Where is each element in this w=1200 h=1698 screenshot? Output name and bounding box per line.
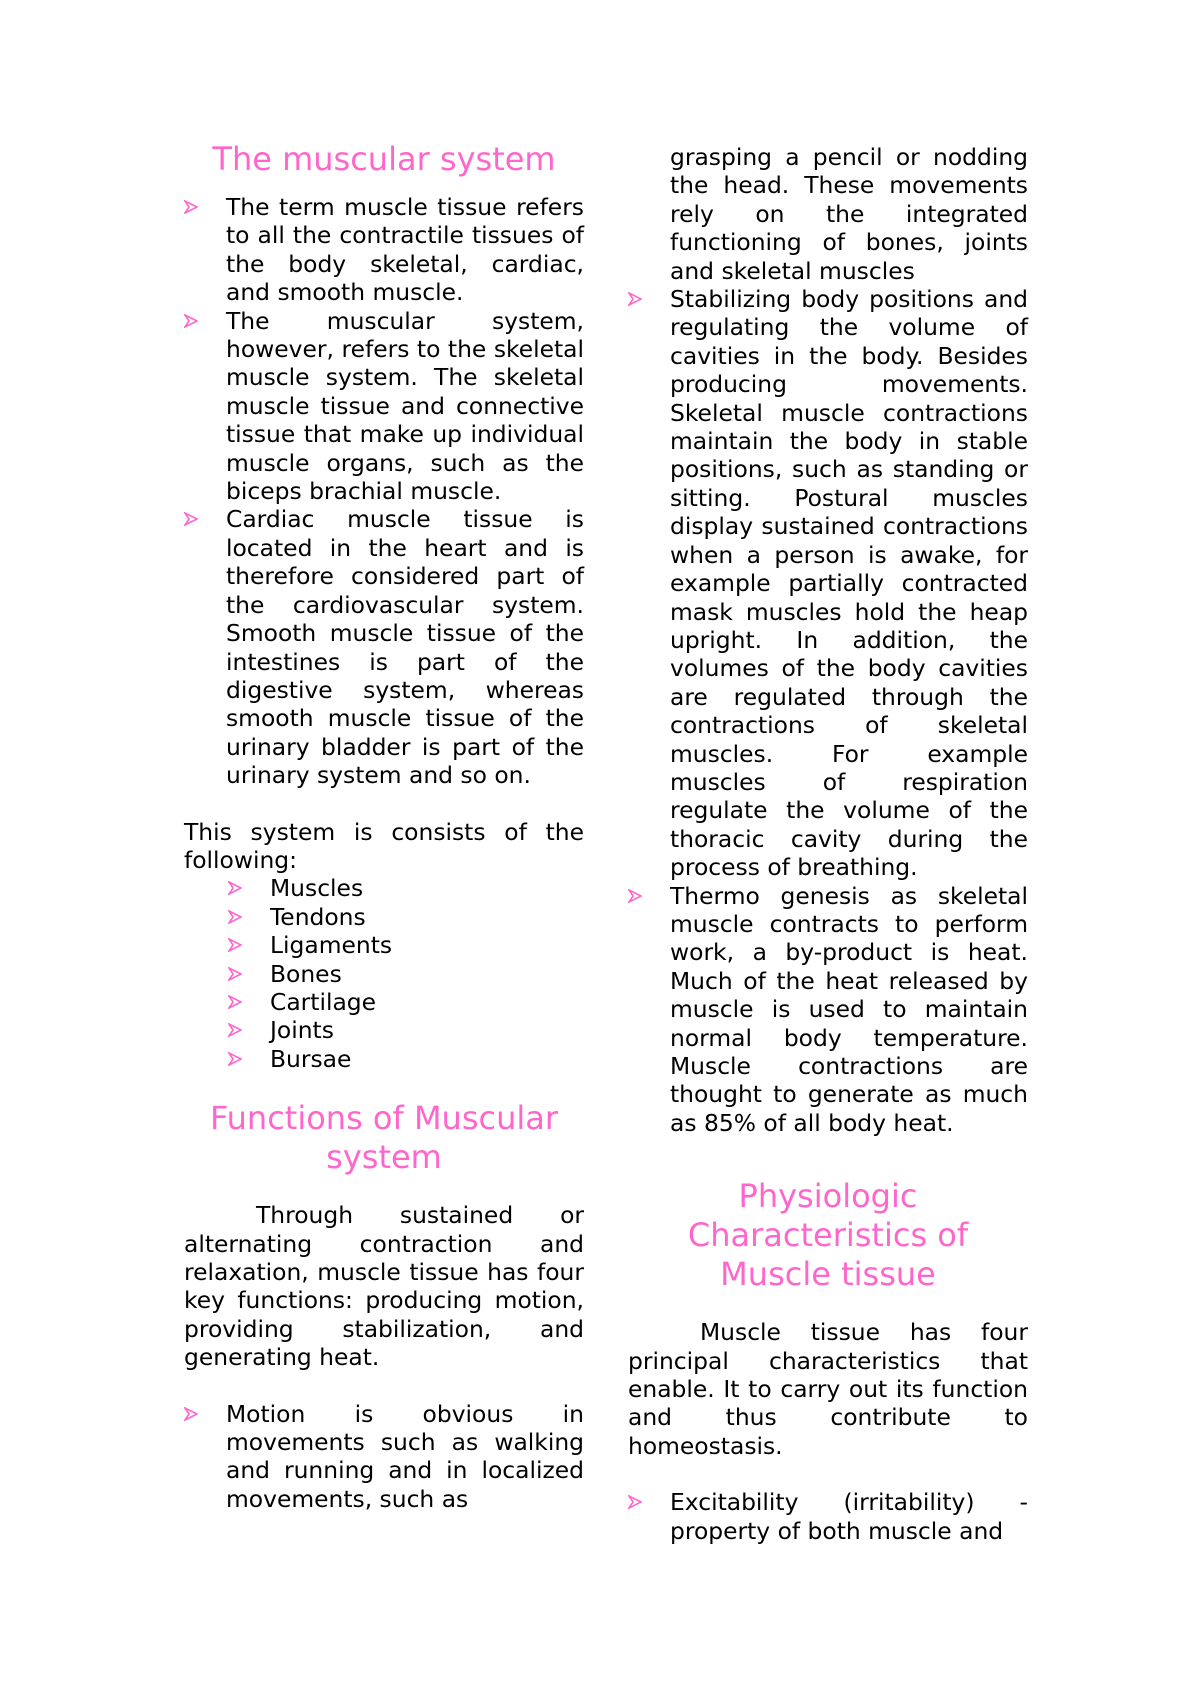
list-item [628,285,1028,882]
arrow-bullet-icon [228,1017,242,1041]
consists-paragraph: This system is consists of the following: [184,817,584,874]
list-item [184,1045,584,1073]
component-text: Joints [270,1016,334,1045]
list-item [628,143,1028,285]
functions-bullet-list [628,143,1028,1137]
list-item [184,1400,584,1514]
list-item [184,193,584,307]
component-text: Muscles [270,874,364,903]
motion-bullet-list [184,1400,584,1514]
arrow-bullet-icon [228,932,242,956]
left-column [184,0,584,1513]
arrow-bullet-icon [228,875,242,899]
arrow-bullet-icon [184,506,198,530]
arrow-bullet-icon [228,904,242,928]
list-item [184,988,584,1016]
list-item [184,505,584,789]
component-text: Bursae [270,1044,352,1073]
physiologic-intro-paragraph: Muscle tissue has four principal characteristics that enable. It to carry out its function and thus contribute to homeostasis. [628,1318,1028,1460]
functions-intro-paragraph: Through sustained or alternating contraction and relaxation, muscle tissue has four key functions: producing motion, providing stabilization, and generating heat. [184,1201,584,1372]
components-list [184,874,584,1073]
characteristics-bullet-list [628,1488,1028,1545]
arrow-bullet-icon [628,1489,642,1513]
component-text: Tendons [270,902,366,931]
functions-heading: Functions of Muscular system [209,1099,559,1177]
list-item [628,882,1028,1138]
bullet-text: Stabilizing body positions and regulating the volume of cavities in the body. Besides producing movements. Skeletal muscle contractions maintain the body in stable positions, such as standing or sitting. Postural muscles display sustained contractions when a person is awake, for example partially contracted mask muscles hold the heap upright. In addition, the volumes of the body cavities are regulated through the contractions of skeletal muscles. For example muscles of respiration regulate the volume of the thoracic cavity during the process of breathing. [670,285,1028,882]
list-item [184,960,584,988]
intro-bullet-list [184,193,584,790]
physiologic-heading: Physiologic Characteristics of Muscle tissue [687,1177,969,1294]
bullet-text: The muscular system, however, refers to the skeletal muscle system. The skeletal muscle tissue and connective tissue that make up individual muscle organs, such as the biceps brachial muscle. [226,306,584,506]
list-item [184,874,584,902]
arrow-bullet-icon [628,286,642,310]
arrow-bullet-icon [184,194,198,218]
bullet-text: Cardiac muscle tissue is located in the heart and is therefore considered part of the cardiovascular system. Smooth muscle tissue of the intestines is part of the digestive system, whereas smooth muscle tissue of the urinary bladder is part of the urinary system and so on. [226,505,584,790]
component-text: Ligaments [270,931,393,960]
arrow-bullet-icon [184,308,198,332]
list-item [184,931,584,959]
arrow-bullet-icon [228,989,242,1013]
arrow-bullet-icon [228,961,242,985]
list-item [184,903,584,931]
arrow-bullet-icon [228,1046,242,1070]
muscular-system-heading: The muscular system [212,140,556,178]
list-item [628,1488,1028,1545]
right-column [628,0,1028,1545]
list-item [184,1016,584,1044]
list-item [184,307,584,506]
bullet-text: Motion is obvious in movements such as walking and running and in localized movements, such as [226,1399,584,1513]
bullet-text: Thermo genesis as skeletal muscle contracts to perform work, a by-product is heat. Much of the heat released by muscle is used to maintain normal body temperature. Muscle contractions are thought to generate as much as 85% of all body heat. [670,881,1028,1137]
bullet-text: The term muscle tissue refers to all the contractile tissues of the body skeletal, cardiac, and smooth muscle. [226,193,584,307]
component-text: Bones [270,959,342,988]
bullet-text: Excitability (irritability) - property of both muscle and [670,1488,1028,1545]
bullet-continuation-text: grasping a pencil or nodding the head. These movements rely on the integrated functioning of bones, joints and skeletal muscles [670,143,1028,285]
arrow-bullet-icon [184,1401,198,1425]
component-text: Cartilage [270,987,377,1016]
arrow-bullet-icon [628,883,642,907]
